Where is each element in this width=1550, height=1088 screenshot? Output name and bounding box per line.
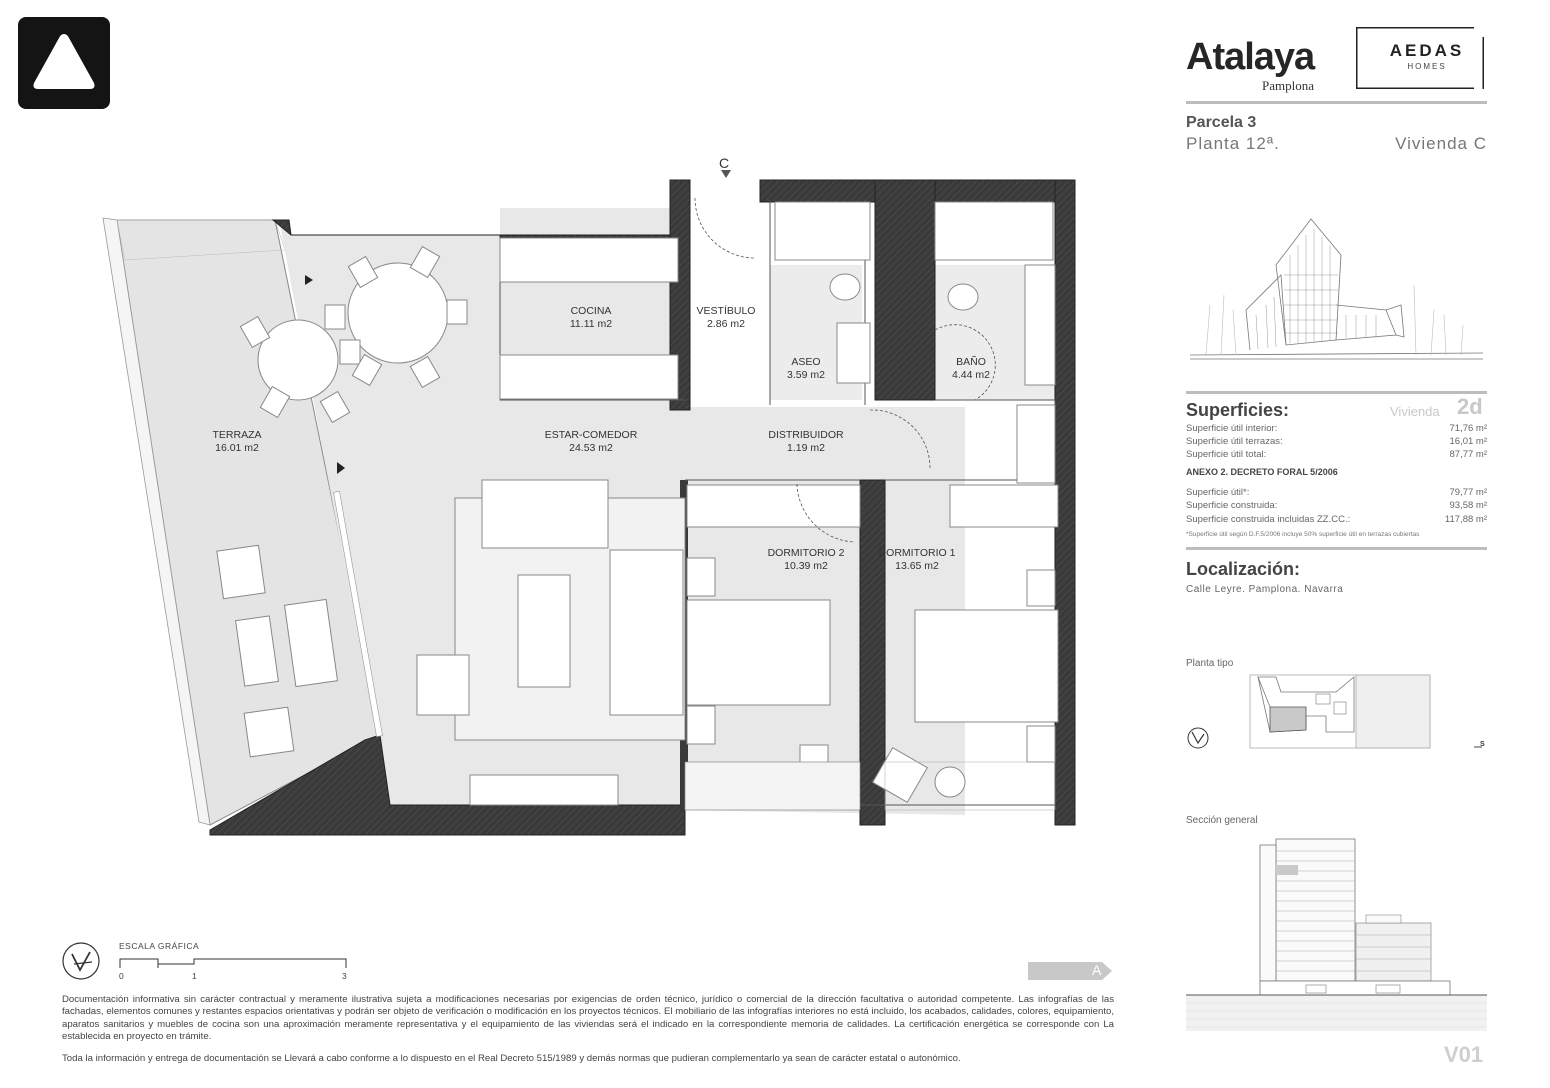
room-label-dormitorio-1 [867, 547, 967, 573]
developer-name: AEDAS [1389, 41, 1465, 60]
type-label: Vivienda [1390, 404, 1440, 419]
room-label-cocina [541, 305, 641, 331]
room-name: ESTAR-COMEDOR [544, 429, 638, 441]
section-general-image [1186, 835, 1487, 1035]
room-area: 13.65 m2 [895, 560, 939, 572]
room-name: DORMITORIO 1 [878, 547, 956, 559]
plan-tipo-label: Planta tipo [1186, 658, 1234, 669]
parcel-label: Parcela 3 [1186, 114, 1257, 131]
scale-bar [118, 956, 350, 970]
location-address: Calle Leyre. Pamplona. Navarra [1186, 584, 1344, 595]
building-sketch-image [1186, 215, 1487, 365]
plan-tipo-image [1186, 672, 1487, 752]
surfaces-title: Superficies: [1186, 400, 1290, 420]
room-label-dormitorio-2 [756, 547, 856, 573]
scale-tick: 0 [119, 971, 124, 981]
section-label: Sección general [1186, 815, 1258, 826]
room-area: 11.11 m2 [569, 318, 613, 330]
room-area: 1.19 m2 [787, 442, 825, 454]
room-area: 2.86 m2 [707, 318, 745, 330]
project-title: Atalaya [1186, 36, 1315, 78]
project-city: Pamplona [1262, 78, 1314, 93]
scale-label: ESCALA GRÁFICA [119, 941, 200, 951]
room-label-vestibulo [676, 305, 776, 331]
legal-disclaimer: Documentación informativa sin carácter contractual y meramente ilustrativa sujeta a modificaciones necesarias por exigencias de orden técnico, jurídico o comercial de la dirección facultativa o autoridad competente. Las infografías de las fachadas, elementos comunes y restantes espacios orientativas y podrán ser objeto de verificación o modificación en los proyectos técnicos. El mobiliario de las infografías interiores no está incluido, los acabados, calidades, colores, equipamiento, aparatos sanitarios y muebles de cocina son una aproximación meramente representativa y el equipamiento de las viviendas será el indicado en la correspondiente memoria de calidades. La certificación energética se corresponde con La establecida en proyecto en trámite. [62, 994, 1114, 1043]
surface-row-label: Superficie útil total: [1186, 449, 1267, 460]
room-name: ASEO [791, 356, 821, 368]
annex-row-label: Superficie construida: [1186, 500, 1278, 511]
room-label-terraza [187, 429, 287, 455]
room-name: DORMITORIO 2 [767, 547, 845, 559]
surface-row-label: Superficie útil terrazas: [1186, 436, 1283, 447]
sheet-code: V01 [1444, 1042, 1484, 1067]
section-marker-bottom: A [1092, 962, 1102, 978]
unit-label: Vivienda C [1395, 134, 1487, 153]
location-title: Localización: [1186, 559, 1301, 579]
annex-row-value: 117,88 m² [1444, 514, 1487, 525]
room-area: 3.59 m2 [787, 369, 825, 381]
location-divider [1186, 547, 1487, 550]
annex-title: ANEXO 2. DECRETO FORAL 5/2006 [1186, 467, 1338, 477]
room-name: TERRAZA [212, 429, 262, 441]
room-name: COCINA [570, 305, 612, 317]
scale-tick: 1 [192, 971, 197, 981]
floor-plan-drawing [95, 150, 1080, 850]
room-label-aseo [776, 356, 836, 382]
header-divider [1186, 101, 1487, 104]
surfaces-footnote: *Superficie útil según D.F.5/2006 incluye 50% superficie útil en terrazas cubiertas [1186, 531, 1420, 538]
triangle-logo-icon [18, 17, 110, 109]
annex-row-label: Superficie construida incluidas ZZ.CC.: [1186, 514, 1351, 525]
room-name: VESTÍBULO [696, 305, 756, 317]
room-area: 10.39 m2 [784, 560, 828, 572]
room-label-distribuidor [756, 429, 856, 455]
room-label-bano [941, 356, 1001, 382]
room-area: 24.53 m2 [569, 442, 613, 454]
room-area: 16.01 m2 [215, 442, 259, 454]
developer-subname: HOMES [1407, 62, 1447, 71]
room-name: DISTRIBUIDOR [768, 429, 844, 441]
annex-row-label: Superficie útil*: [1186, 487, 1250, 498]
brand-logo-tile [18, 17, 110, 109]
surface-row-label: Superficie útil interior: [1186, 423, 1278, 434]
annex-row-value: 79,77 m² [1449, 487, 1487, 498]
compass-north-icon [60, 940, 102, 982]
annex-row-value: 93,58 m² [1449, 500, 1487, 511]
scale-tick: 3 [342, 971, 347, 981]
plan-tipo-marker: S [1480, 741, 1485, 748]
surface-row-value: 87,77 m² [1449, 449, 1487, 460]
section-marker-top: C [719, 155, 730, 171]
room-area: 4.44 m2 [952, 369, 990, 381]
type-code: 2d [1457, 394, 1483, 419]
surfaces-divider [1186, 391, 1487, 394]
room-label-estar-comedor [531, 429, 651, 455]
legal-note: Toda la información y entrega de documentación se Llevará a cabo conforme a lo dispuesto en el Real Decreto 515/1989 y demás normas que pudieran complementarlo ya sean de carácter estatal o autonómico. [62, 1053, 961, 1064]
floor-label: Planta 12ª. [1186, 134, 1280, 153]
surface-row-value: 16,01 m² [1449, 436, 1487, 447]
surface-row-value: 71,76 m² [1449, 423, 1487, 434]
room-name: BAÑO [956, 356, 986, 368]
